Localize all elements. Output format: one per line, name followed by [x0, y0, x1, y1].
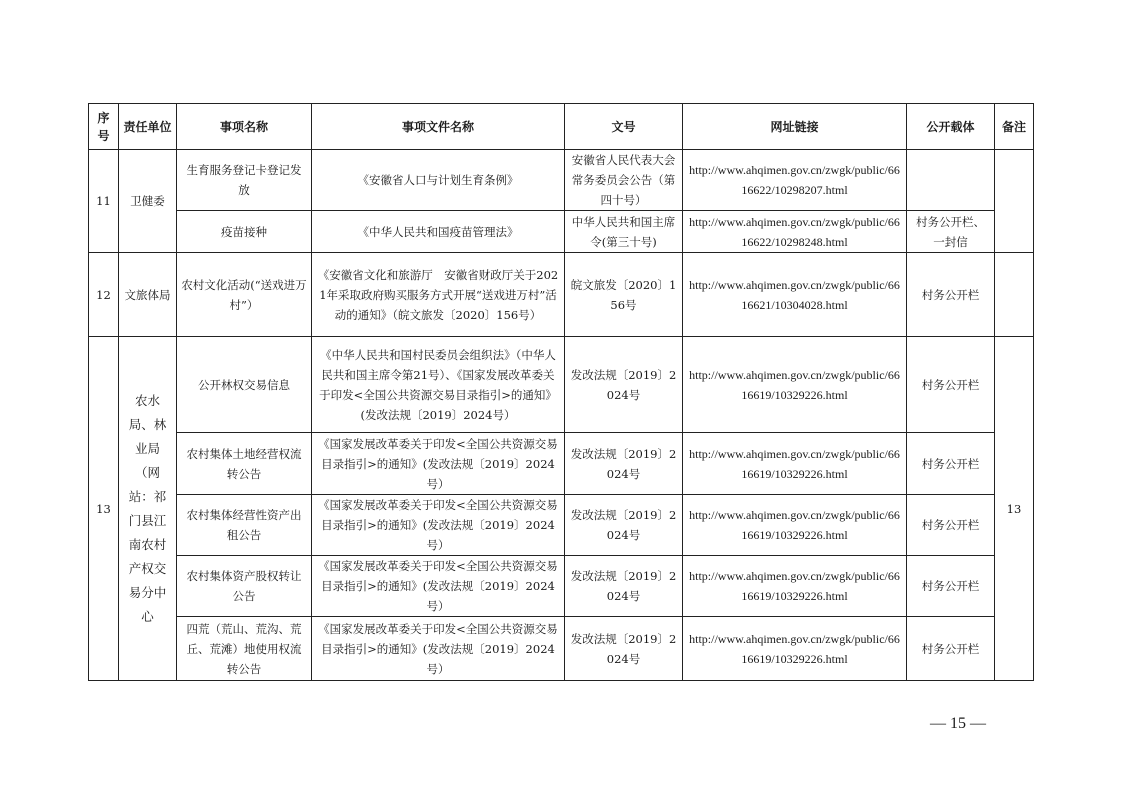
item-url: http://www.ahqimen.gov.cn/zwgk/public/6616619/10329226.html: [683, 337, 907, 433]
item-name: 农村集体土地经营权流转公告: [177, 433, 312, 495]
header-docno: 文号: [565, 104, 683, 150]
table-row: [89, 433, 1034, 495]
item-file: 《国家发展改革委关于印发<全国公共资源交易目录指引>的通知》(发改法规〔2019〕2024号）: [312, 495, 565, 556]
row-remark: [995, 150, 1034, 253]
item-docno: 发改法规〔2019〕2024号: [565, 495, 683, 556]
row-unit: 卫健委: [119, 150, 177, 253]
header-no: 序号: [89, 104, 119, 150]
row-unit: 文旅体局: [119, 253, 177, 337]
item-name: 农村集体经营性资产出租公告: [177, 495, 312, 556]
item-name: 生育服务登记卡登记发放: [177, 150, 312, 211]
header-carrier: 公开载体: [907, 104, 995, 150]
item-file: 《国家发展改革委关于印发<全国公共资源交易目录指引>的通知》(发改法规〔2019〕2024号）: [312, 556, 565, 617]
item-url: http://www.ahqimen.gov.cn/zwgk/public/6616619/10329226.html: [683, 495, 907, 556]
item-url: http://www.ahqimen.gov.cn/zwgk/public/6616622/10298207.html: [683, 150, 907, 211]
row-no: 12: [89, 253, 119, 337]
item-docno: 发改法规〔2019〕2024号: [565, 617, 683, 681]
item-name: 农村文化活动(“送戏进万村”）: [177, 253, 312, 337]
table-row: [89, 495, 1034, 556]
row-no: 13: [89, 337, 119, 681]
item-docno: 发改法规〔2019〕2024号: [565, 556, 683, 617]
item-carrier: 村务公开栏: [907, 556, 995, 617]
item-file: 《国家发展改革委关于印发<全国公共资源交易目录指引>的通知》(发改法规〔2019〕2024号）: [312, 617, 565, 681]
table-row: [89, 253, 1034, 337]
row-no: 11: [89, 150, 119, 253]
item-docno: 皖文旅发〔2020〕156号: [565, 253, 683, 337]
item-url: http://www.ahqimen.gov.cn/zwgk/public/6616622/10298248.html: [683, 211, 907, 253]
item-url: http://www.ahqimen.gov.cn/zwgk/public/6616619/10329226.html: [683, 617, 907, 681]
item-name: 公开林权交易信息: [177, 337, 312, 433]
item-docno: 发改法规〔2019〕2024号: [565, 337, 683, 433]
item-carrier: 村务公开栏: [907, 253, 995, 337]
header-row: [89, 104, 1034, 150]
item-file: 《安徽省人口与计划生育条例》: [312, 150, 565, 211]
item-url: http://www.ahqimen.gov.cn/zwgk/public/6616621/10304028.html: [683, 253, 907, 337]
item-name: 疫苗接种: [177, 211, 312, 253]
item-carrier: 村务公开栏、一封信: [907, 211, 995, 253]
disclosure-table: [88, 103, 1034, 681]
item-carrier: 村务公开栏: [907, 617, 995, 681]
row-remark: [995, 253, 1034, 337]
item-name: 农村集体资产股权转让公告: [177, 556, 312, 617]
header-item: 事项名称: [177, 104, 312, 150]
item-carrier: [907, 150, 995, 211]
item-docno: 发改法规〔2019〕2024号: [565, 433, 683, 495]
item-carrier: 村务公开栏: [907, 337, 995, 433]
header-file: 事项文件名称: [312, 104, 565, 150]
table-row: [89, 337, 1034, 433]
table-row: [89, 556, 1034, 617]
item-file: 《国家发展改革委关于印发<全国公共资源交易目录指引>的通知》(发改法规〔2019〕2024号）: [312, 433, 565, 495]
item-file: 《安徽省文化和旅游厅 安徽省财政厅关于2021年采取政府购买服务方式开展“送戏进万村”活动的通知》（皖文旅发〔2020〕156号）: [312, 253, 565, 337]
table-row: [89, 211, 1034, 253]
header-url: 网址链接: [683, 104, 907, 150]
table-row: [89, 150, 1034, 211]
item-name: 四荒（荒山、荒沟、荒丘、荒滩）地使用权流转公告: [177, 617, 312, 681]
item-carrier: 村务公开栏: [907, 495, 995, 556]
row-remark: 13: [995, 337, 1034, 681]
item-url: http://www.ahqimen.gov.cn/zwgk/public/6616619/10329226.html: [683, 433, 907, 495]
item-carrier: 村务公开栏: [907, 433, 995, 495]
row-unit: 农水局、林业局（网站：祁门县江南农村产权交易分中心: [119, 337, 177, 681]
header-remark: 备注: [995, 104, 1034, 150]
item-docno: 安徽省人民代表大会常务委员会公告（第四十号）: [565, 150, 683, 211]
header-unit: 责任单位: [119, 104, 177, 150]
item-file: 《中华人民共和国村民委员会组织法》（中华人民共和国主席令第21号）、《国家发展改革委关于印发<全国公共资源交易目录指引>的通知》(发改法规〔2019〕2024号）: [312, 337, 565, 433]
page-number: — 15 —: [930, 715, 986, 732]
table-row: [89, 617, 1034, 681]
item-docno: 中华人民共和国主席令(第三十号): [565, 211, 683, 253]
item-file: 《中华人民共和国疫苗管理法》: [312, 211, 565, 253]
item-url: http://www.ahqimen.gov.cn/zwgk/public/6616619/10329226.html: [683, 556, 907, 617]
